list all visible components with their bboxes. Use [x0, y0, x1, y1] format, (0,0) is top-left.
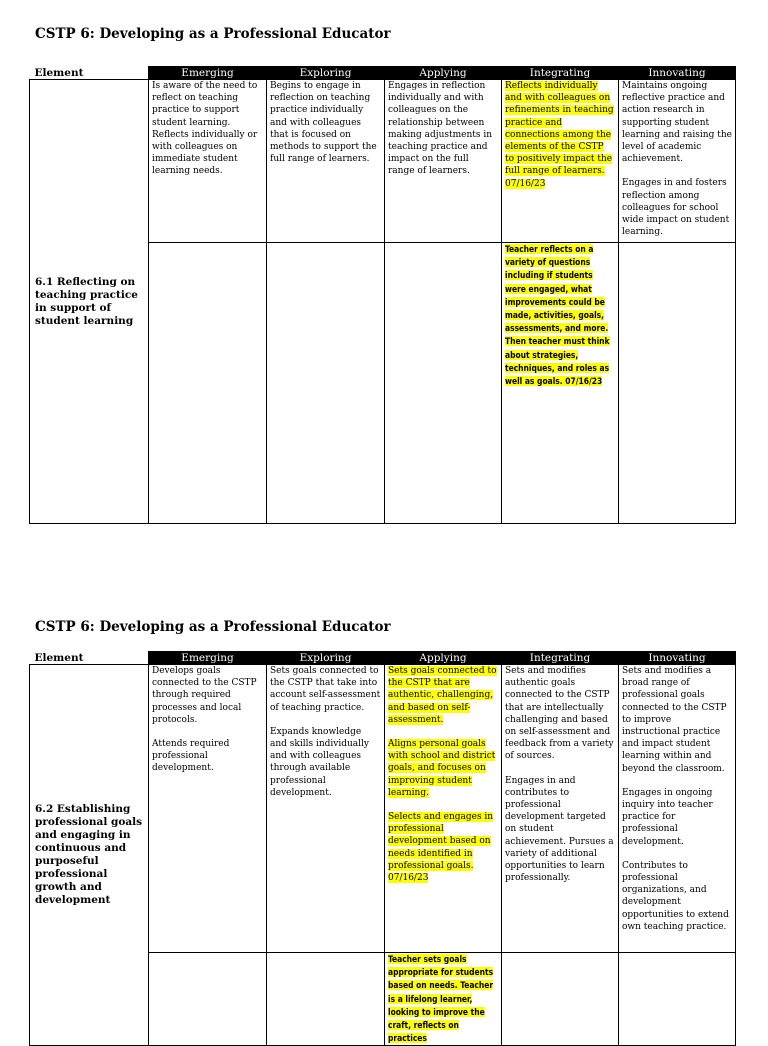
- column-header-emerging: Emerging: [149, 67, 267, 80]
- cell-innovating: [619, 80, 736, 243]
- cell-empty: [619, 953, 736, 1046]
- cell-integrating: [502, 665, 619, 953]
- highlighted-evidence: Teacher sets goals appropriate for students based on needs. Teacher is a lifelong learner, looking to improve the craft, reflects on practices: [388, 954, 494, 1044]
- cell-text: Is aware of the need to reflect on teaching practice to support student learning. Reflects individually or with colleagues on immediate student learning needs.: [152, 81, 258, 177]
- highlighted-evidence: Teacher reflects on a variety of questions including if students were engaged, what improvements could be made, activities, goals, assessments, and more. Then teacher must think about strategies, techniques, and roles as well as goals. 07/16/23: [505, 244, 610, 387]
- column-header-applying: Applying: [385, 652, 502, 665]
- cell-text: Engages in and contributes to professional development targeted on student achievement. Pursues a variety of additional opportunities to learn professionally.: [505, 775, 614, 884]
- cell-empty: [385, 243, 502, 524]
- highlighted-text: Aligns personal goals with school and district goals, and focuses on improving student learning.: [388, 739, 496, 798]
- cell-empty: [149, 243, 267, 524]
- column-header-integrating: Integrating: [502, 67, 619, 80]
- table-header-row: [30, 67, 736, 80]
- column-header-applying: Applying: [385, 67, 502, 80]
- cell-empty: [267, 953, 385, 1046]
- cell-exploring: [267, 665, 385, 953]
- section-2-title: CSTP 6: Developing as a Professional Educator: [35, 619, 391, 635]
- cell-text: Sets and modifies a broad range of professional goals connected to the CSTP to improve instructional practice and impact student learning within and beyond the classroom.: [622, 666, 727, 774]
- cell-text: Attends required professional development.: [152, 739, 230, 774]
- cell-innovating: [619, 665, 736, 953]
- section-1-title: CSTP 6: Developing as a Professional Educator: [35, 26, 391, 42]
- cell-text: Contributes to professional organizations, and development opportunities to extend own teaching practice.: [622, 860, 729, 932]
- cell-exploring: [267, 80, 385, 243]
- cell-text: Sets goals connected to the CSTP that take into account self-assessment of teaching practice.: [270, 666, 381, 713]
- table-row: [30, 665, 736, 953]
- highlighted-text: Reflects individually and with colleagues on refinements in teaching practice and connections among the elements of the CSTP to positively impact the full range of learners. 07/16/23: [505, 81, 614, 189]
- cell-emerging: [149, 665, 267, 953]
- cell-text: Expands knowledge and skills individually and with colleagues through available professional development.: [270, 726, 370, 798]
- cell-text: Develops goals connected to the CSTP through required processes and local protocols.: [152, 666, 257, 725]
- cell-applying: [385, 80, 502, 243]
- element-header: Element: [30, 67, 149, 80]
- highlighted-text: Sets goals connected to the CSTP that are authentic, challenging, and based on self-assessment.: [388, 666, 497, 725]
- cell-empty: [619, 243, 736, 524]
- column-header-integrating: Integrating: [502, 652, 619, 665]
- cell-text: Engages in reflection individually and with colleagues on the relationship between making adjustments in teaching practice and impact on the full range of learners.: [388, 81, 493, 177]
- column-header-innovating: Innovating: [619, 67, 736, 80]
- element-label: 6.2 Establishing professional goals and engaging in continuous and purposeful professional growth and development: [30, 665, 149, 1046]
- cell-text: Engages in and fosters reflection among colleagues for school wide impact on student learning.: [622, 178, 730, 238]
- column-header-innovating: Innovating: [619, 652, 736, 665]
- cstp-6-1-table: [29, 66, 736, 524]
- cell-empty: [267, 243, 385, 524]
- cell-emerging: [149, 80, 267, 243]
- column-header-exploring: Exploring: [267, 67, 385, 80]
- cell-empty: [149, 953, 267, 1046]
- cell-integrating: [502, 80, 619, 243]
- cell-empty: [502, 953, 619, 1046]
- element-label: 6.1 Reflecting on teaching practice in support of student learning: [30, 80, 149, 524]
- table-row: [30, 80, 736, 243]
- column-header-exploring: Exploring: [267, 652, 385, 665]
- column-header-emerging: Emerging: [149, 652, 267, 665]
- cell-text: Maintains ongoing reflective practice and action research in supporting student learning and raising the level of academic achievement.: [622, 81, 732, 165]
- table-header-row: [30, 652, 736, 665]
- cell-integrating-evidence: [502, 243, 619, 524]
- cell-text: Engages in ongoing inquiry into teacher practice for professional development.: [622, 787, 713, 847]
- cstp-6-2-table: [29, 651, 736, 1046]
- cell-text: Sets and modifies authentic goals connected to the CSTP that are intellectually challenging and based on self-assessment and feedback from a variety of sources.: [505, 666, 614, 762]
- cell-text: Begins to engage in reflection on teaching practice individually and with colleagues that is focused on methods to support the full range of learners.: [270, 81, 377, 165]
- cell-applying-evidence: [385, 953, 502, 1046]
- highlighted-text: Selects and engages in professional development based on needs identified in professional goals. 07/16/23: [388, 812, 494, 884]
- cell-applying: [385, 665, 502, 953]
- element-header: Element: [30, 652, 149, 665]
